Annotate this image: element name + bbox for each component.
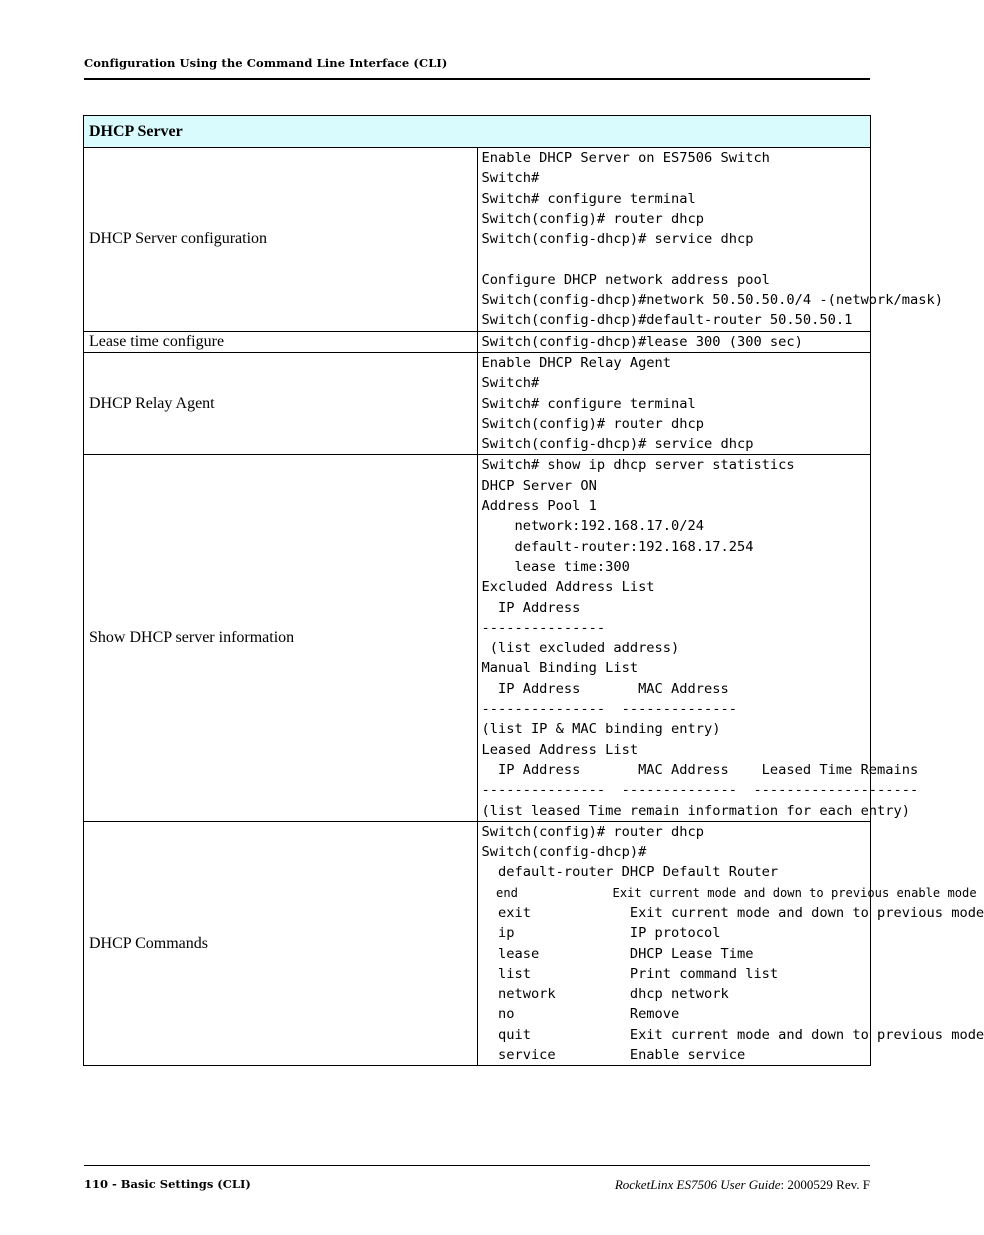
code-line: Switch# xyxy=(481,375,540,392)
code-line: exit Exit current mode and down to previous mode xyxy=(481,904,984,921)
code-block xyxy=(482,353,871,454)
code-line: Switch(config-dhcp)#network 50.50.50.0/4 -(network/mask) xyxy=(481,292,943,309)
code-line: Switch# xyxy=(481,170,540,187)
row-code xyxy=(477,148,943,332)
footer-product-name: RocketLinx ES7506 User Guide xyxy=(614,1177,781,1192)
row-label: DHCP Relay Agent xyxy=(84,352,478,454)
code-line: end Exit current mode and down to previous enable mode xyxy=(481,885,977,900)
code-line: Switch# configure terminal xyxy=(481,190,696,207)
footer-doc-info xyxy=(615,1177,870,1193)
code-line: IP Address xyxy=(481,599,581,616)
code-line: Excluded Address List xyxy=(481,579,655,596)
header-rule xyxy=(84,78,870,80)
row-label: Lease time configure xyxy=(84,331,478,352)
code-line: Enable DHCP Server on ES7506 Switch xyxy=(481,150,770,166)
code-line: --------------- xyxy=(481,619,606,636)
code-block xyxy=(481,822,984,1066)
code-line: --------------- -------------- -------------------- xyxy=(481,782,919,799)
table-row xyxy=(84,352,871,454)
code-line: service Enable service xyxy=(481,1047,746,1064)
code-line: lease DHCP Lease Time xyxy=(481,945,754,962)
table-row xyxy=(84,821,871,1066)
code-line xyxy=(482,249,871,269)
code-block xyxy=(481,148,943,331)
row-code xyxy=(477,455,919,821)
code-block xyxy=(481,455,919,820)
code-line: Switch(config)# router dhcp xyxy=(481,823,704,840)
row-label: DHCP Commands xyxy=(84,821,478,1066)
code-line: list Print command list xyxy=(481,965,779,982)
code-line: lease time:300 xyxy=(481,558,630,575)
table-row xyxy=(84,148,871,332)
table-title: DHCP Server xyxy=(84,116,871,148)
running-header: Configuration Using the Command Line Interface (CLI) xyxy=(84,56,448,70)
code-line: Address Pool 1 xyxy=(481,498,597,515)
footer-page-label: 110 - Basic Settings (CLI) xyxy=(84,1177,251,1191)
code-line: Switch# show ip dhcp server statistics xyxy=(481,457,795,474)
code-line: Switch# configure terminal xyxy=(481,395,696,412)
code-line: (list excluded address) xyxy=(481,640,680,657)
dhcp-server-table xyxy=(83,115,984,1066)
code-line: Switch(config)# router dhcp xyxy=(481,415,704,432)
code-line: Switch(config-dhcp)#default-router 50.50.50.1 xyxy=(481,312,853,329)
code-line: default-router DHCP Default Router xyxy=(481,864,779,881)
row-label: Show DHCP server information xyxy=(84,455,478,821)
row-code xyxy=(477,821,984,1066)
table-row xyxy=(84,331,871,352)
code-line: ip IP protocol xyxy=(481,925,721,942)
code-line: no Remove xyxy=(481,1006,680,1023)
table-row xyxy=(84,455,871,821)
code-line: --------------- -------------- xyxy=(481,701,737,718)
code-line: network:192.168.17.0/24 xyxy=(481,518,704,535)
code-line: (list IP & MAC binding entry) xyxy=(481,721,721,738)
code-line: Configure DHCP network address pool xyxy=(481,271,770,288)
code-line: IP Address MAC Address Leased Time Remains xyxy=(481,761,919,778)
code-line: DHCP Server ON xyxy=(481,477,597,494)
code-line: quit Exit current mode and down to previous mode xyxy=(481,1026,984,1043)
row-label: DHCP Server configuration xyxy=(84,148,478,332)
code-line: Enable DHCP Relay Agent xyxy=(481,354,672,371)
code-line: Switch(config-dhcp)# service dhcp xyxy=(481,436,754,453)
code-line: network dhcp network xyxy=(481,986,729,1003)
footer-rule xyxy=(84,1165,870,1166)
code-line: Switch(config-dhcp)# service dhcp xyxy=(481,231,754,248)
row-code xyxy=(477,352,871,454)
code-line: Switch(config-dhcp)# xyxy=(481,844,647,861)
code-line: Manual Binding List xyxy=(481,660,639,677)
footer-doc-number: : 2000529 Rev. F xyxy=(780,1177,870,1192)
code-block xyxy=(482,332,871,352)
code-line: Switch(config-dhcp)#lease 300 (300 sec) xyxy=(481,333,803,350)
code-line: default-router:192.168.17.254 xyxy=(481,538,754,555)
code-line: Leased Address List xyxy=(481,741,639,758)
code-line: Switch(config)# router dhcp xyxy=(481,210,704,227)
row-code xyxy=(477,331,871,352)
code-line: IP Address MAC Address xyxy=(481,680,729,697)
code-line: (list leased Time remain information for each entry) xyxy=(481,802,911,819)
